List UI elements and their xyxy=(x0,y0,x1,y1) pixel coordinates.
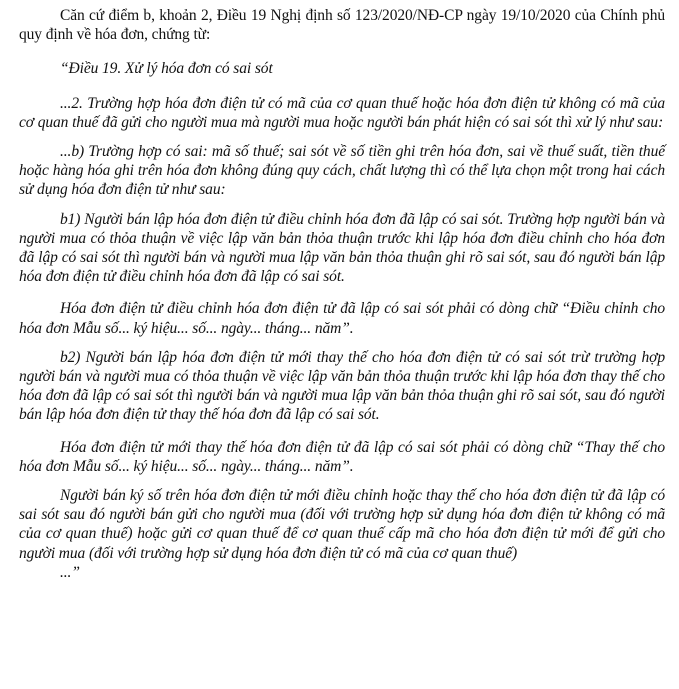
point-b-paragraph: ...b) Trường hợp có sai: mã số thuế; sai sót về số tiền ghi trên hóa đơn, sai về thuế suất, tiền thuế hoặc hàng hóa ghi trên hóa đơn không đúng quy cách, chất lượng thì có thể lựa chọn một trong hai cách sử dụng hóa đơn điện tử như sau: xyxy=(19,143,665,199)
intro-paragraph: Căn cứ điểm b, khoản 2, Điều 19 Nghị định số 123/2020/NĐ-CP ngày 19/10/2020 của Chính phủ quy định về hóa đơn, chứng từ: xyxy=(19,7,665,44)
signing-paragraph: Người bán ký số trên hóa đơn điện tử mới điều chỉnh hoặc thay thế cho hóa đơn điện tử đã lập có sai sót sau đó người bán gửi cho người mua (đối với trường hợp sử dụng hóa đơn điện tử không có mã của cơ quan thuế) hoặc gửi cơ quan thuế để cơ quan thuế cấp mã cho hóa đơn điện tử mới để gửi cho người mua (đối với trường hợp sử dụng hóa đơn điện tử có mã của cơ quan thuế) xyxy=(19,487,665,562)
clause-2-paragraph: ...2. Trường hợp hóa đơn điện tử có mã của cơ quan thuế hoặc hóa đơn điện tử không có mã của cơ quan thuế đã gửi cho người mua mà người mua hoặc người bán phát hiện có sai sót thì xử lý như sau: xyxy=(19,94,665,131)
b2-note-paragraph: Hóa đơn điện tử mới thay thế hóa đơn điện tử đã lập có sai sót phải có dòng chữ “Thay thế cho hóa đơn Mẫu số... ký hiệu... số... ngày... tháng... năm”. xyxy=(19,438,665,475)
b1-note-paragraph: Hóa đơn điện tử điều chỉnh hóa đơn điện tử đã lập có sai sót phải có dòng chữ “Điều chỉnh cho hóa đơn Mẫu số... ký hiệu... số... ngày... tháng... năm”. xyxy=(19,300,665,337)
b2-paragraph: b2) Người bán lập hóa đơn điện tử mới thay thế cho hóa đơn điện tử có sai sót trừ trường hợp người bán và người mua có thỏa thuận về việc lập văn bản thỏa thuận trước khi lập hóa đơn thay thế cho hóa đơn đã lập có sai sót thì người bán và người mua lập văn bản thỏa thuận ghi rõ sai sót, sau đó người bán lập hóa đơn điện tử thay thế hóa đơn đã lập có sai sót. xyxy=(19,348,665,424)
b1-paragraph: b1) Người bán lập hóa đơn điện tử điều chỉnh hóa đơn đã lập có sai sót. Trường hợp người bán và người mua có thỏa thuận về việc lập văn bản thỏa thuận trước khi lập hóa đơn điều chỉnh cho hóa đơn đã lập có sai sót thì người bán và người mua lập văn bản thỏa thuận ghi rõ sai sót, sau đó người bán lập hóa đơn điện tử điều chỉnh hóa đơn đã lập có sai sót. xyxy=(19,210,665,286)
article-title: “Điều 19. Xử lý hóa đơn có sai sót xyxy=(60,60,273,78)
ending-mark: ...” xyxy=(60,563,80,581)
